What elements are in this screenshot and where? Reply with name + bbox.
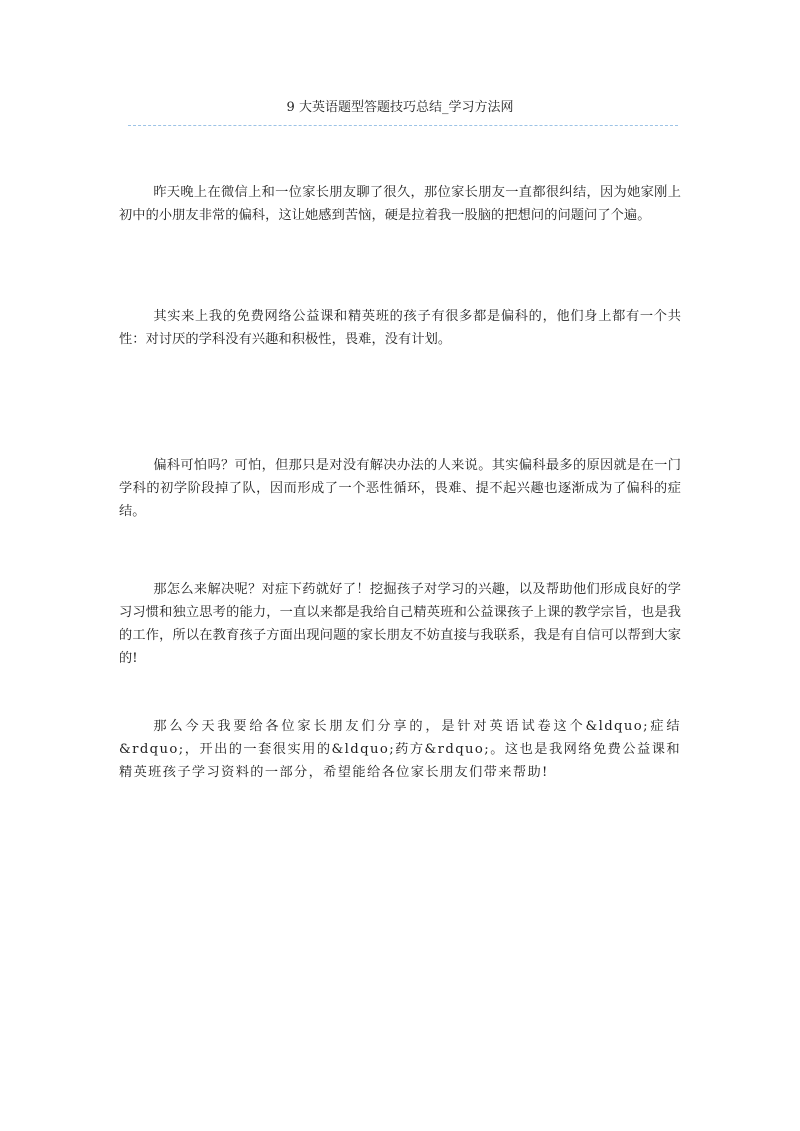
document-title: 9 大英语题型答题技巧总结_学习方法网	[286, 100, 514, 115]
paragraph: 那么今天我要给各位家长朋友们分享的，是针对英语试卷这个&ldquo;症结&rdquo;，开出的一套很实用的&ldquo;药方&rdquo;。这也是我网络免费公益课和精英班孩子学习资料的一部分，希望能给各位家长朋友们带来帮助!	[119, 719, 681, 780]
paragraph: 昨天晚上在微信上和一位家长朋友聊了很久，那位家长朋友一直都很纠结，因为她家刚上初中的小朋友非常的偏科，这让她感到苦恼，硬是拉着我一股脑的把想问的问题问了个遍。	[119, 185, 681, 223]
paragraph: 其实来上我的免费网络公益课和精英班的孩子有很多都是偏科的，他们身上都有一个共性：对讨厌的学科没有兴趣和积极性，畏难，没有计划。	[119, 309, 681, 347]
paragraph: 那怎么来解决呢？对症下药就好了！挖掘孩子对学习的兴趣，以及帮助他们形成良好的学习习惯和独立思考的能力，一直以来都是我给自己精英班和公益课孩子上课的教学宗旨，也是我的工作，所以在教育孩子方面出现问题的家长朋友不妨直接与我联系，我是有自信可以帮到大家的!	[119, 582, 681, 666]
paragraph: 偏科可怕吗？可怕，但那只是对没有解决办法的人来说。其实偏科最多的原因就是在一门学科的初学阶段掉了队，因而形成了一个恶性循环，畏难、提不起兴趣也逐渐成为了偏科的症结。	[119, 458, 681, 519]
title-divider	[128, 125, 678, 126]
